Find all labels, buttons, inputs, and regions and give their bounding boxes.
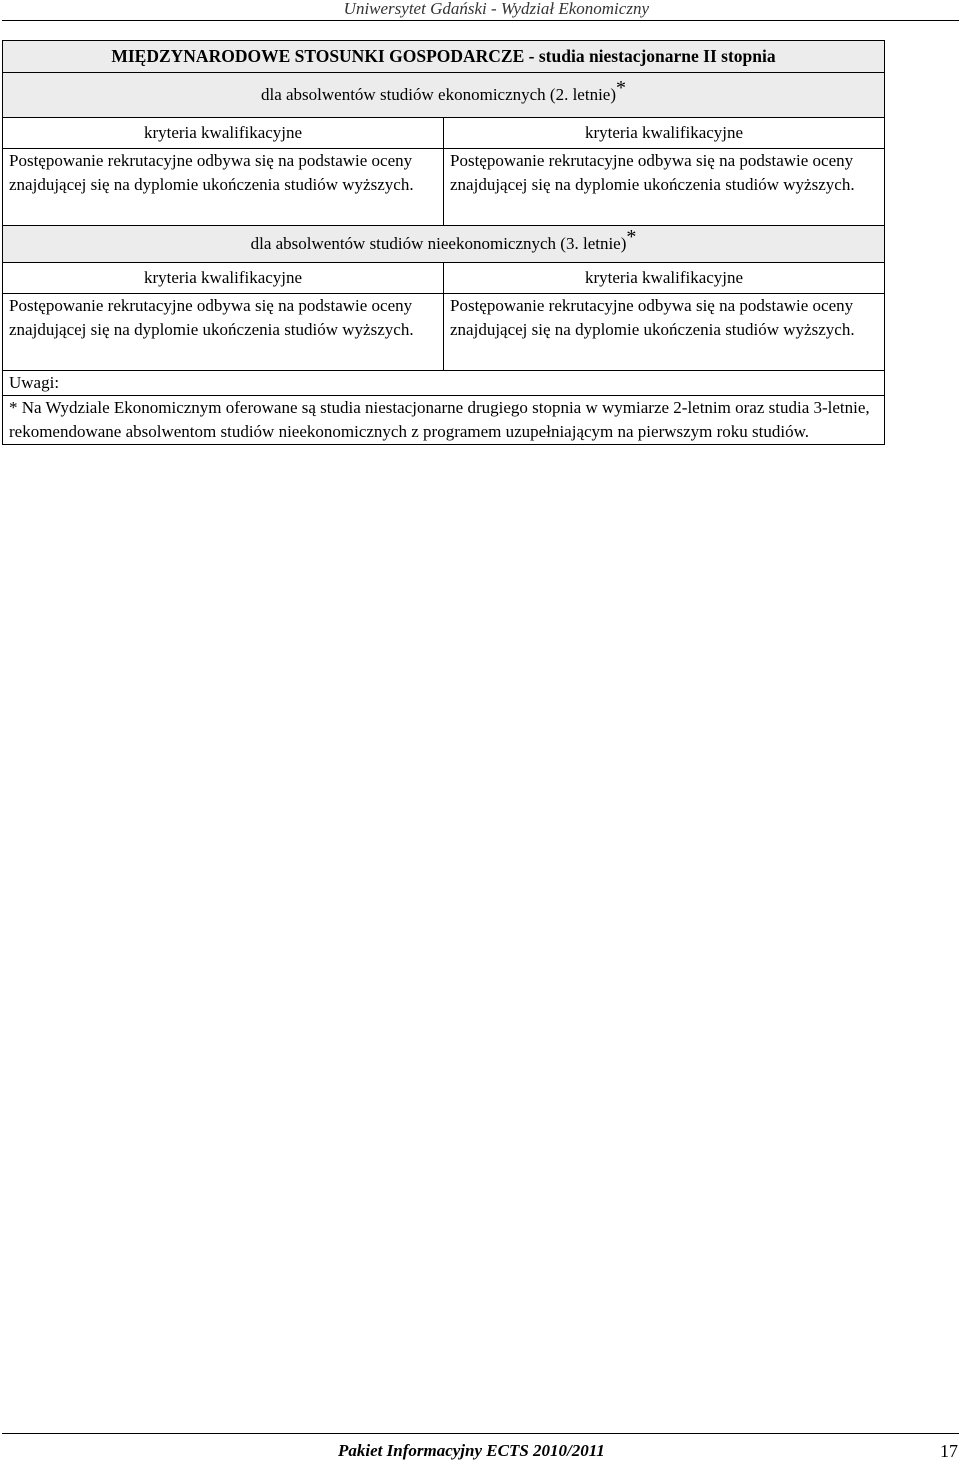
section-non-economic-graduates	[3, 226, 885, 263]
section-label: dla absolwentów studiów nieekonomicznych (3. letnie)	[250, 234, 627, 253]
criteria-header-right: kryteria kwalifikacyjne	[444, 263, 885, 294]
notes-label: Uwagi:	[3, 371, 885, 396]
section-economic-graduates	[3, 73, 885, 118]
criteria-text-right: Postępowanie rekrutacyjne odbywa się na podstawie oceny znajdującej się na dyplomie ukończenia studiów wyższych.	[444, 294, 885, 371]
footer-divider	[2, 1433, 959, 1434]
criteria-text-left: Postępowanie rekrutacyjne odbywa się na podstawie oceny znajdującej się na dyplomie ukończenia studiów wyższych.	[3, 294, 444, 371]
header-divider	[2, 20, 959, 21]
page-number: 17	[940, 1441, 958, 1461]
criteria-header-right: kryteria kwalifikacyjne	[444, 118, 885, 149]
criteria-text-right: Postępowanie rekrutacyjne odbywa się na podstawie oceny znajdującej się na dyplomie ukończenia studiów wyższych.	[444, 149, 885, 226]
criteria-header-left: kryteria kwalifikacyjne	[3, 118, 444, 149]
page-header-institution: Uniwersytet Gdański - Wydział Ekonomiczny	[343, 0, 649, 18]
table-title: MIĘDZYNARODOWE STOSUNKI GOSPODARCZE - studia niestacjonarne II stopnia	[3, 41, 885, 73]
notes-text: * Na Wydziale Ekonomicznym oferowane są studia niestacjonarne drugiego stopnia w wymiarze 2-letnim oraz studia 3-letnie, rekomendowane absolwentom studiów nieekonomicznych z programem uzupełniającym na pierwszym roku studiów.	[3, 396, 885, 445]
criteria-header-left: kryteria kwalifikacyjne	[3, 263, 444, 294]
criteria-text-left: Postępowanie rekrutacyjne odbywa się na podstawie oceny znajdującej się na dyplomie ukończenia studiów wyższych.	[3, 149, 444, 226]
footnote-star: *	[626, 226, 637, 248]
footer-title: Pakiet Informacyjny ECTS 2010/2011	[338, 1441, 605, 1460]
footnote-star: *	[616, 77, 627, 99]
section-label: dla absolwentów studiów ekonomicznych (2. letnie)	[260, 85, 617, 104]
admission-criteria-table	[2, 40, 885, 445]
